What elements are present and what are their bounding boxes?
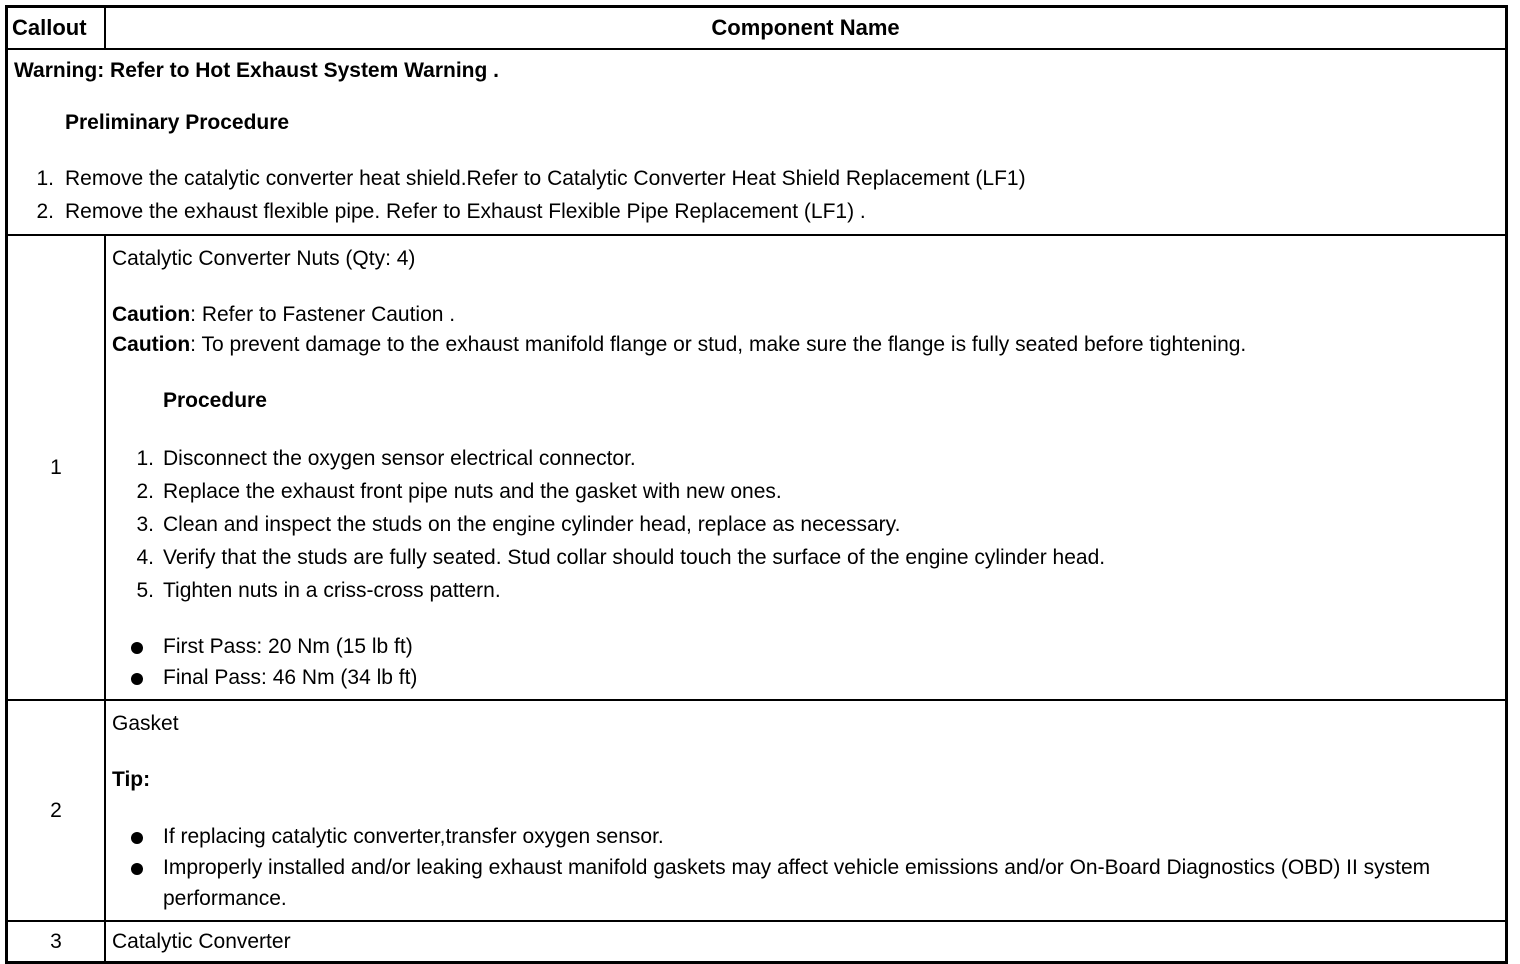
list-item bbox=[14, 162, 1499, 195]
list-item bbox=[112, 631, 1499, 662]
bullet-text: Final Pass: 46 Nm (34 lb ft) bbox=[163, 666, 418, 689]
tip-bullets bbox=[112, 821, 1499, 914]
table-row bbox=[7, 700, 1507, 921]
step-text: Verify that the studs are fully seated. Stud collar should touch the surface of the engine cylinder head. bbox=[163, 546, 1106, 569]
list-item bbox=[112, 821, 1499, 852]
warning-line bbox=[14, 58, 1499, 84]
caution-line bbox=[112, 300, 1499, 330]
list-item bbox=[112, 662, 1499, 693]
step-text: Replace the exhaust front pipe nuts and the gasket with new ones. bbox=[163, 480, 782, 503]
procedure-steps-list bbox=[112, 442, 1499, 607]
component-table bbox=[5, 5, 1508, 964]
component-cell bbox=[105, 700, 1507, 921]
bullet-text: First Pass: 20 Nm (15 lb ft) bbox=[163, 635, 413, 658]
procedure-heading: Procedure bbox=[163, 389, 267, 412]
step-text: Disconnect the oxygen sensor electrical connector. bbox=[163, 447, 636, 470]
torque-bullets bbox=[112, 631, 1499, 693]
step-number: 3. bbox=[136, 513, 154, 536]
preliminary-row bbox=[7, 49, 1507, 235]
bullet-icon bbox=[131, 863, 143, 875]
bullet-icon bbox=[131, 642, 143, 654]
step-number: 2. bbox=[136, 480, 154, 503]
step-number: 1. bbox=[36, 167, 54, 190]
bullet-icon bbox=[131, 832, 143, 844]
bullet-text: Improperly installed and/or leaking exhaust manifold gaskets may affect vehicle emissions and/or On-Board Diagnostics (OBD) II system performance. bbox=[163, 856, 1431, 910]
table-row bbox=[7, 235, 1507, 700]
tip-label: Tip: bbox=[112, 768, 151, 791]
table-header-row bbox=[7, 7, 1507, 50]
caution-text: : Refer to Fastener Caution . bbox=[190, 303, 456, 326]
step-text: Remove the catalytic converter heat shield.Refer to Catalytic Converter Heat Shield Replacement (LF1) bbox=[65, 167, 1026, 190]
warning-label: Warning bbox=[14, 59, 98, 82]
caution-label: Caution bbox=[112, 333, 191, 356]
preliminary-procedure-heading: Preliminary Procedure bbox=[65, 111, 290, 134]
bullet-icon bbox=[131, 673, 143, 685]
preliminary-steps-list bbox=[14, 162, 1499, 228]
caution-text: : To prevent damage to the exhaust manifold flange or stud, make sure the flange is fully seated before tightening. bbox=[190, 333, 1247, 356]
caution-label: Caution bbox=[112, 303, 191, 326]
component-cell bbox=[105, 235, 1507, 700]
list-item bbox=[112, 475, 1499, 508]
component-name: Catalytic Converter Nuts (Qty: 4) bbox=[112, 247, 416, 270]
component-name: Gasket bbox=[112, 712, 179, 735]
component-name: Catalytic Converter bbox=[112, 930, 291, 953]
callout-column-header: Callout bbox=[7, 7, 106, 50]
table-row bbox=[7, 921, 1507, 963]
warning-text: : Refer to Hot Exhaust System Warning . bbox=[97, 59, 499, 82]
list-item bbox=[112, 508, 1499, 541]
step-number: 1. bbox=[136, 447, 154, 470]
callout-cell: 2 bbox=[7, 700, 106, 921]
component-cell bbox=[105, 921, 1507, 963]
step-text: Clean and inspect the studs on the engine cylinder head, replace as necessary. bbox=[163, 513, 901, 536]
callout-cell: 3 bbox=[7, 921, 106, 963]
list-item bbox=[112, 541, 1499, 574]
step-number: 5. bbox=[136, 579, 154, 602]
list-item bbox=[112, 574, 1499, 607]
list-item bbox=[14, 195, 1499, 228]
step-text: Tighten nuts in a criss-cross pattern. bbox=[163, 579, 501, 602]
preliminary-cell bbox=[7, 49, 1507, 235]
list-item bbox=[112, 442, 1499, 475]
step-text: Remove the exhaust flexible pipe. Refer to Exhaust Flexible Pipe Replacement (LF1) . bbox=[65, 200, 866, 223]
callout-cell: 1 bbox=[7, 235, 106, 700]
bullet-text: If replacing catalytic converter,transfer oxygen sensor. bbox=[163, 825, 664, 848]
step-number: 2. bbox=[36, 200, 54, 223]
step-number: 4. bbox=[136, 546, 154, 569]
component-name-column-header: Component Name bbox=[105, 7, 1507, 50]
list-item bbox=[112, 852, 1499, 914]
caution-line bbox=[112, 330, 1499, 360]
